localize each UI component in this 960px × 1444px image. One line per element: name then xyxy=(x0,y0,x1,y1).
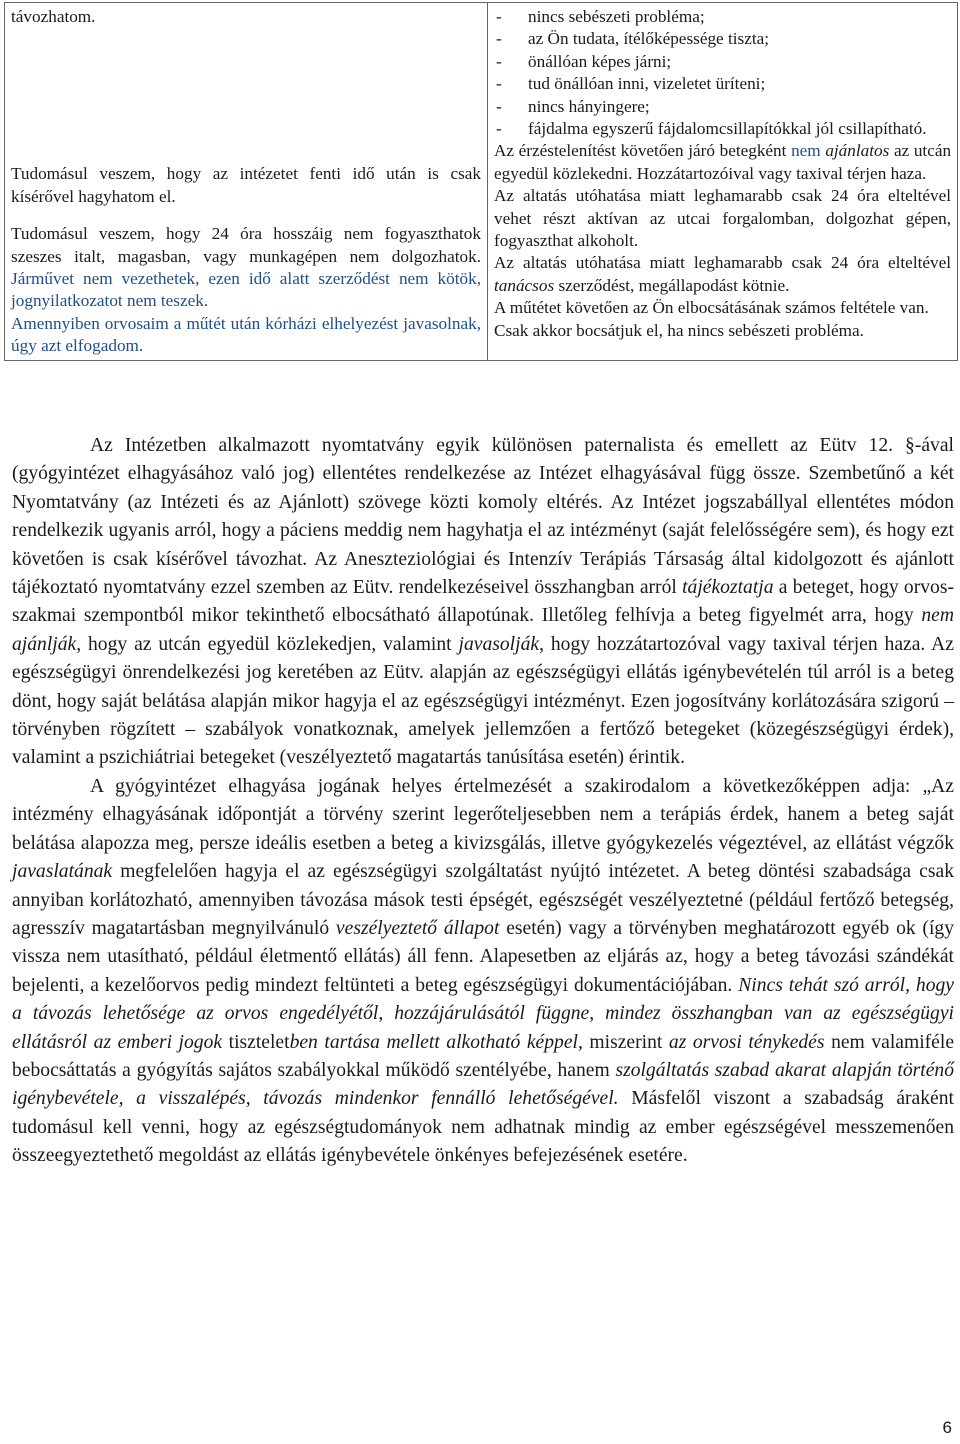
right-anesthesia-recommended: ajánlatos xyxy=(825,141,890,161)
right-anesthesia-not: nem xyxy=(791,141,821,161)
body-paragraph xyxy=(12,773,954,1171)
right-contract-rest: szerződést, megállapodást kötnie. xyxy=(558,275,790,295)
left-column-cell xyxy=(5,3,488,361)
body-emphasis: nem ajánlják xyxy=(12,605,955,655)
body-text-run: megfelelően hagyja el az egészségügyi szolgáltatást nyújtó intézetet. A beteg döntési szabadsága csak annyiban korlátozható, amennyiben távozása mások testi épségét, egészségét veszélyeztetné (például fertőző betegség, agresszív magatartásban megnyilvánuló xyxy=(12,861,954,939)
body-text-run: Másfelől viszont a szabadság áraként tudomásul kell venni, hogy az egészségtudományok nem adhatnak mindig az ember egészségével messzemenően összeegyeztethető megoldást az ellátás igénybevétele önkényes befejezésének esetére. xyxy=(12,1088,954,1167)
body-paragraph xyxy=(12,432,954,773)
body-emphasis: szolgáltatás szabad akarat alapján történő igénybevétele, a visszalépés, távozás mindenkor fennálló lehetőségével. xyxy=(12,1059,955,1110)
right-contract-advised: tanácsos xyxy=(494,275,555,295)
discharge-conditions-list xyxy=(494,6,951,140)
right-contract-text: Az altatás utóhatása miatt leghamarabb csak 24 óra elteltével xyxy=(494,253,951,273)
body-emphasis: az orvosi ténykedés xyxy=(668,1031,825,1053)
body-text-run: miszerint xyxy=(589,1031,663,1053)
list-item: - nincs sebészeti probléma; xyxy=(494,6,951,28)
body-text-run: tisztelet xyxy=(228,1031,290,1053)
list-item: - önállóan képes járni; xyxy=(494,51,951,73)
spacer xyxy=(11,28,481,163)
list-item: - nincs hányingere; xyxy=(494,96,951,118)
left-paragraph-restrictions xyxy=(11,223,481,313)
comparison-table xyxy=(4,2,958,361)
body-emphasis: veszélyeztető állapot xyxy=(335,917,500,939)
body-text-run: nem valamiféle bebocsáttatás a gyógyítás sajátos szabályokkal működő szentélyébe, hanem xyxy=(12,1031,955,1081)
left-top-fragment: távozhatom. xyxy=(11,7,96,26)
body-emphasis: ben tartása mellett alkotható képpel, xyxy=(289,1031,583,1053)
right-paragraph-surgical: Csak akkor bocsátjuk el, ha nincs sebészeti probléma. xyxy=(494,320,864,340)
left-restrictions-highlight: Járművet nem vezethetek, ezen idő alatt szerződést nem kötök, jognyilatkozatot nem teszek. xyxy=(11,269,481,311)
right-paragraph-contract xyxy=(494,252,951,297)
body-text-run: esetén) vagy a törvényben meghatározott egyéb ok (így vissza nem utasítható, például életmentő ellátás) áll fenn. Alapesetben az eljárás az, hogy a beteg távozási szándékát bejelenti, a kezelőorvos pedig mindezt feltünteti a beteg egészségügyi dokumentációjában. xyxy=(12,917,954,996)
right-paragraph-anesthesia xyxy=(494,140,951,185)
body-emphasis: javaslatának xyxy=(12,861,113,883)
spacer xyxy=(11,208,481,223)
body-emphasis: tájékoztatja xyxy=(682,577,774,599)
left-restrictions-text: Tudomásul veszem, hogy 24 óra hosszáig nem fogyaszthatok szeszes italt, magasban, vagy munkagépen nem dolgozhatok. xyxy=(11,224,481,266)
right-column-cell xyxy=(488,3,958,361)
body-text-run: , hogy az utcán egyedül közlekedjen, valamint xyxy=(76,633,452,655)
page-number: 6 xyxy=(942,1418,952,1437)
right-anesthesia-rest: az utcán egyedül közlekedni. Hozzátartozóival vagy taxival térjen haza. xyxy=(494,141,952,183)
body-text-run: Az Intézetben alkalmazott nyomtatvány egyik különösen paternalista és emellett az Eütv 12. §-ával (gyógyintézet elhagyásához való jog) ellentétes rendelkezése az Intézet elhagyásával függ össze. Szembetűnő a két Nyomtatvány (az Intézeti és az Ajánlott) szövege közti komoly eltérés. Az Intézet jogszabállyal ellentétes módon rendelkezik ugyanis arról, hogy a páciens meddig nem hagyhatja el az intézményt (saját felelősségére sem), és hogy ezt követően is csak kísérővel távozhat. Az Aneszteziológiai és Intenzív Terápiás Társaság által kidolgozott és ajánlott tájékoztató nyomtatvány ezzel szemben az Eütv. rendelkezéseivel összhangban arról xyxy=(12,435,954,599)
table-row xyxy=(5,3,958,361)
body-text-run: , hogy hozzátartozóval vagy taxival térjen haza. Az egészségügyi önrendelkezési jog keretében az Eütv. alapján az egészségügyi ellátás igénybevételén túl arról is a beteg dönt, hogy saját belátása alapján mikor hagyja el az egészségügyi intézményt. Ezen jogosítvány korlátozására szigorú – törvényben rögzített – szabályok vonatkoznak, amelyek jellemzően a fertőző betegeket (közegészségügyi érdek), valamint a pszichiátriai betegeket (veszélyeztető magatartás tanúsítása esetén) érintik. xyxy=(12,633,954,769)
right-paragraph-discharge: A műtétet követően az Ön elbocsátásának számos feltétele van. xyxy=(494,298,929,318)
list-item: - fájdalma egyszerű fájdalomcsillapítókkal jól csillapítható. xyxy=(494,118,951,140)
list-item: - tud önállóan inni, vizeletet üríteni; xyxy=(494,73,951,95)
left-paragraph-hospital: Amennyiben orvosaim a műtét után kórházi elhelyezést javasolnak, úgy azt elfogadom. xyxy=(11,313,481,356)
body-text xyxy=(12,432,954,1171)
right-anesthesia-text: Az érzéstelenítést követően járó betegként xyxy=(494,141,787,161)
list-item: - az Ön tudata, ítélőképessége tiszta; xyxy=(494,28,951,50)
body-emphasis: Nincs tehát szó arról, hogy a távozás lehetősége az orvos engedélyétől, hozzájárulásától függne, mindez összhangban van az egészségügyi ellátásról az emberi jogok xyxy=(12,974,954,1053)
body-text-run: a beteget, hogy orvos-szakmai szempontból mikor tekinthető elbocsátható állapotúnak. Illetőleg felhívja a beteg figyelmét arra, hogy xyxy=(12,577,954,627)
body-text-run: A gyógyintézet elhagyása jogának helyes értelmezését a szakirodalom a következőképpen adja: „Az intézmény elhagyásának időpontját a törvény szerint legerőteljesebben nem a terápiás érdek, hanem a beteg saját belátása alapozza meg, persze ideális esetben a beteg a kivizsgálás, illetve gyógykezelés végeztével, az ellátást végzők xyxy=(12,775,954,854)
left-paragraph-escort: Tudomásul veszem, hogy az intézetet fenti idő után is csak kísérővel hagyhatom el. xyxy=(11,164,481,206)
body-emphasis: javasolják xyxy=(458,633,540,655)
right-paragraph-traffic: Az altatás utóhatása miatt leghamarabb csak 24 óra elteltével vehet részt aktívan az utcai forgalomban, dolgozhat gépen, fogyaszthat alkoholt. xyxy=(494,186,951,251)
